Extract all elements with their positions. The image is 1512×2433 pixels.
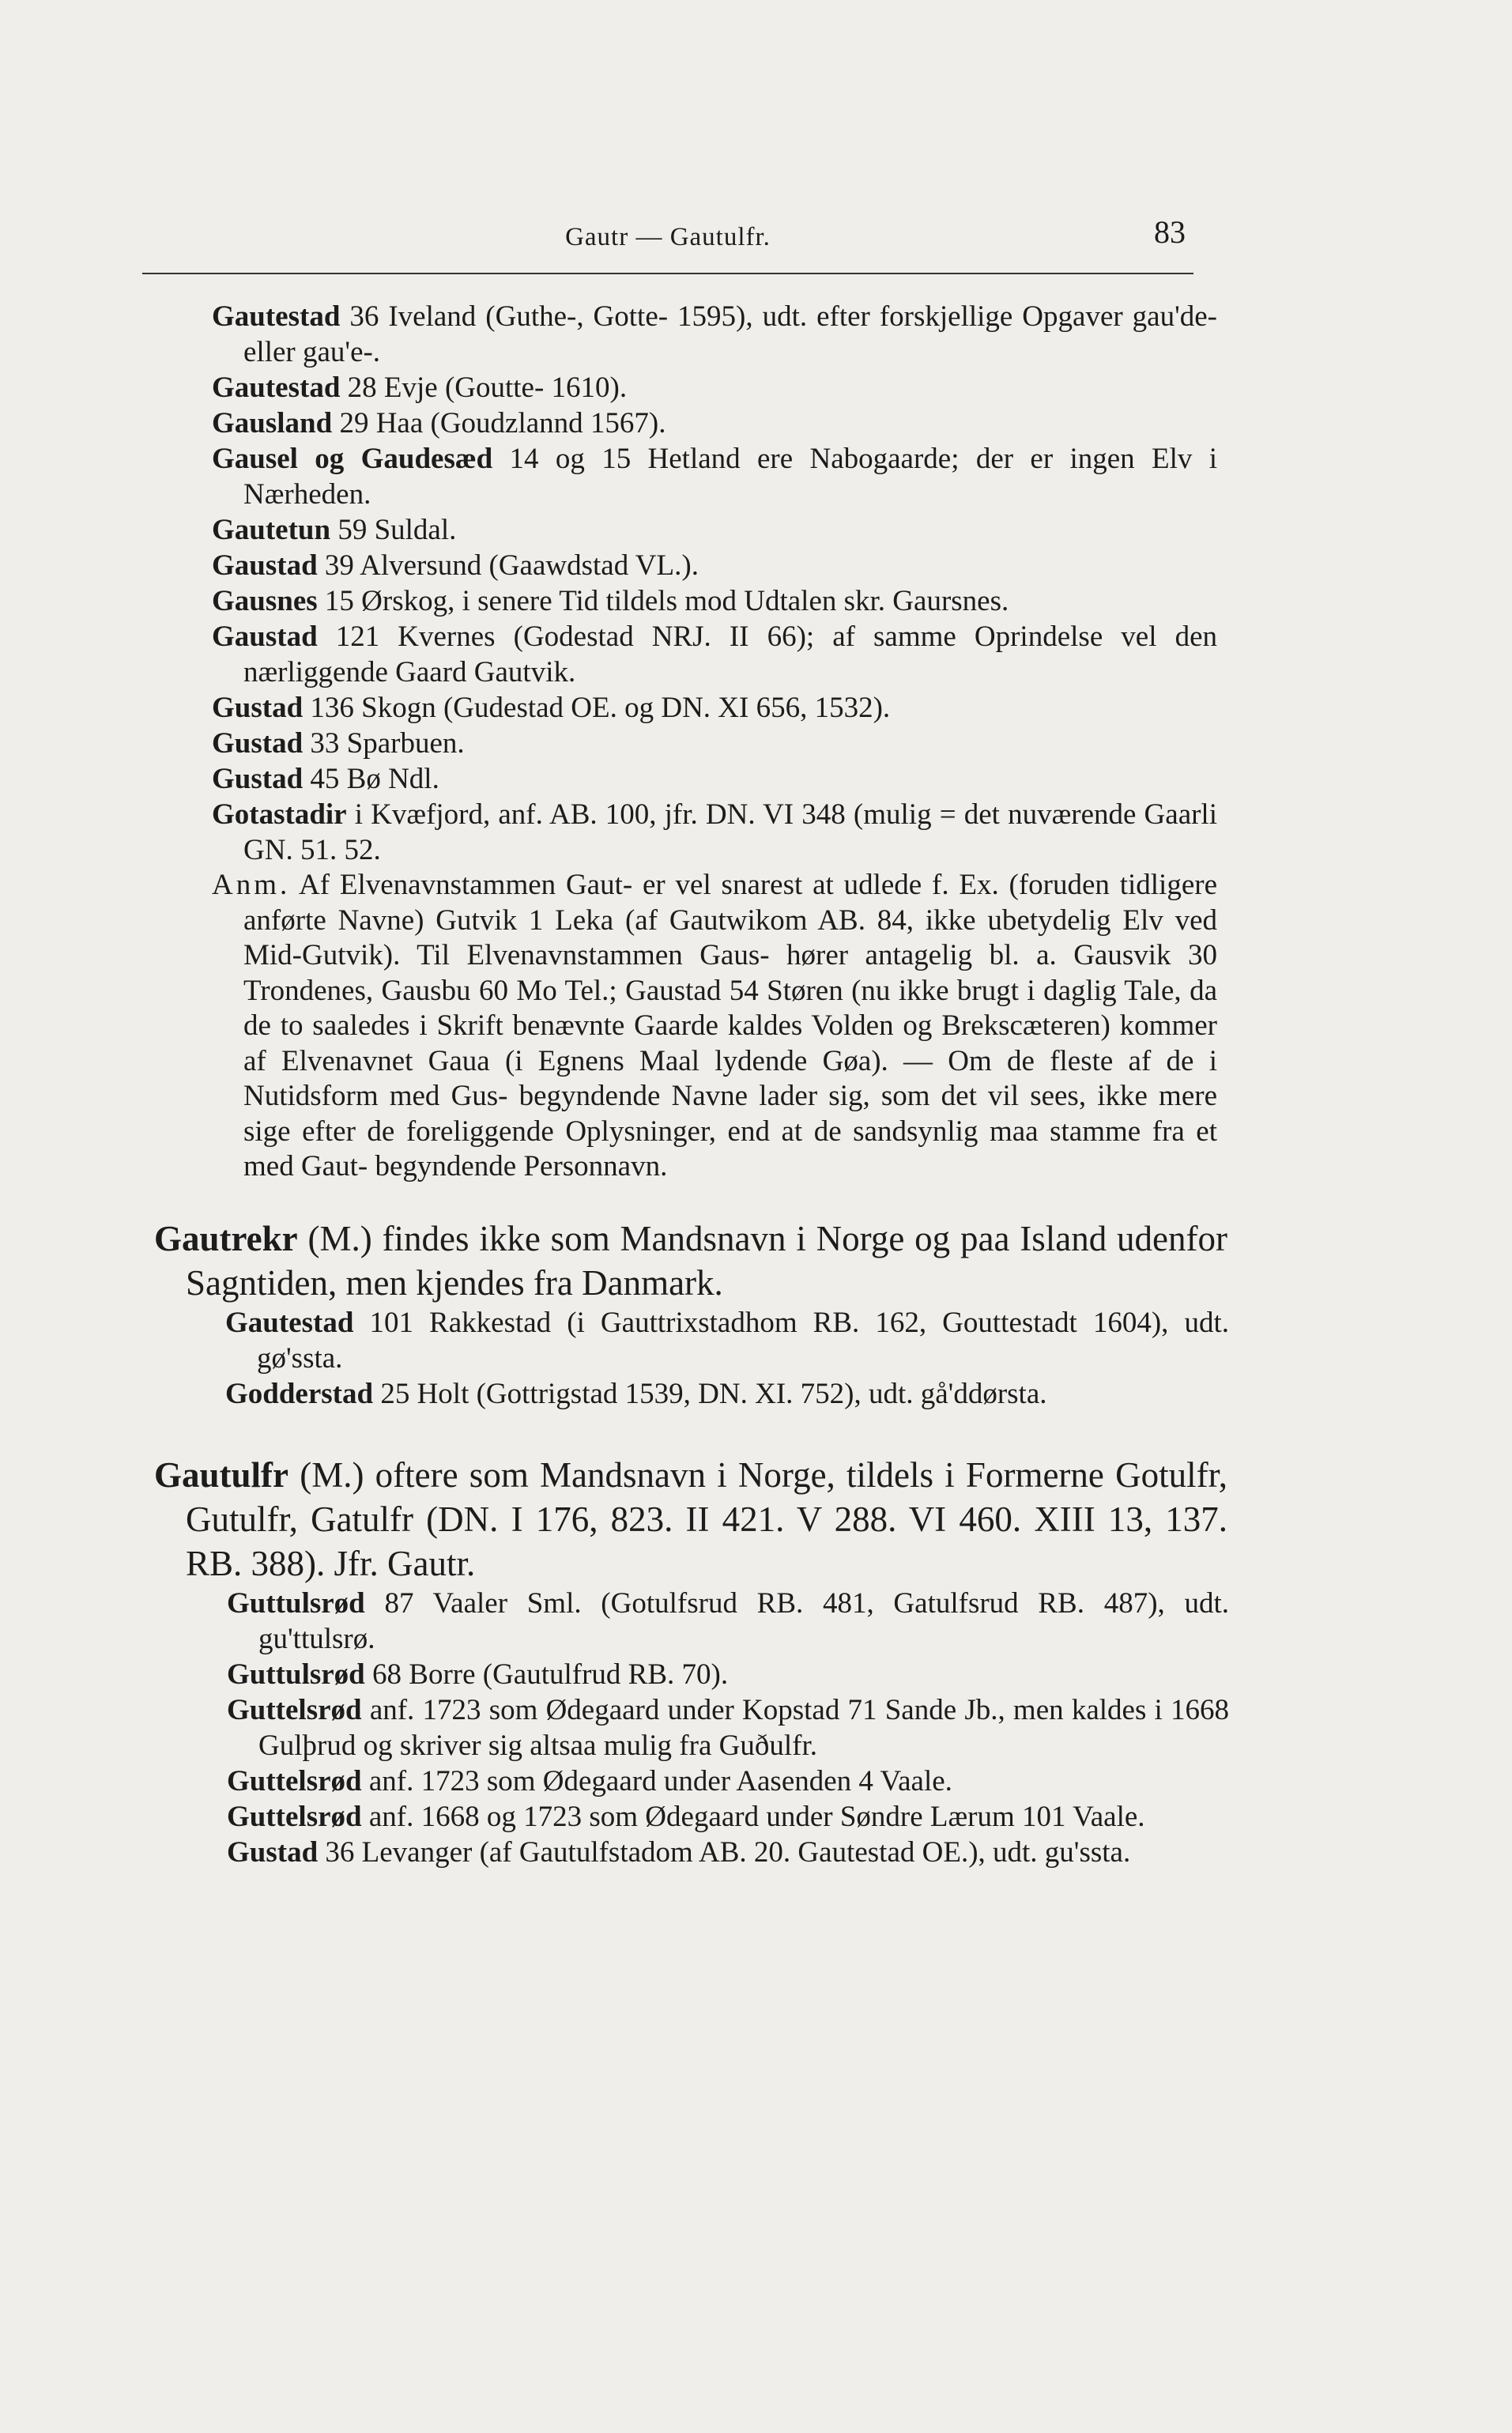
running-header <box>142 213 1193 269</box>
entry: Guttelsrød anf. 1723 som Ødegaard under Aasenden 4 Vaale. <box>227 1764 952 1797</box>
entry: Gautestad 36 Iveland (Guthe-, Gotte- 1595), udt. efter forskjellige Opgaver gau'de- eller gau'e-. <box>212 300 1217 368</box>
section-gautr <box>0 299 1512 1185</box>
entry: Gotastadir i Kvæfjord, anf. AB. 100, jfr. DN. VI 348 (mulig = det nuværende Gaarli GN. 51. 52. <box>212 798 1217 866</box>
header-rule <box>142 273 1193 274</box>
entry: Gausland 29 Haa (Goudzlannd 1567). <box>212 407 666 439</box>
section-heading: Gautulfr (M.) oftere som Mandsnavn i Norge, tildels i Formerne Gotulfr, Gutulfr, Gatulfr (DN. I 176, 823. II 421. V 288. VI 460. XIII 13, 137. RB. 388). Jfr. Gautr. <box>154 1454 1228 1583</box>
entry: Gausel og Gaudesæd 14 og 15 Hetland ere Nabogaarde; der er ingen Elv i Nærheden. <box>212 443 1218 511</box>
annotation-note <box>212 868 1217 1185</box>
entry: Guttulsrød 68 Borre (Gautulfrud RB. 70). <box>227 1658 729 1691</box>
page-number: 83 <box>1154 214 1186 250</box>
entry: Gustad 136 Skogn (Gudestad OE. og DN. XI 656, 1532). <box>212 692 891 724</box>
entry: Gaustad 121 Kvernes (Godestad NRJ. II 66); af samme Oprindelse vel den nærliggende Gaard Gautvik. <box>212 621 1217 688</box>
section-gautulfr <box>0 1453 1512 1870</box>
note-label: Anm. <box>212 869 291 901</box>
entry: Gautestad 28 Evje (Goutte- 1610). <box>212 372 628 404</box>
entry: Guttulsrød 87 Vaaler Sml. (Gotulfsrud RB. 481, Gatulfsrud RB. 487), udt. gu'ttulsrø. <box>227 1586 1229 1655</box>
entry: Gustad 45 Bø Ndl. <box>212 763 439 795</box>
entry: Gautetun 59 Suldal. <box>212 514 457 546</box>
entry: Gautestad 101 Rakkestad (i Gauttrixstadhom RB. 162, Gouttestadt 1604), udt. gø'ssta. <box>225 1306 1230 1375</box>
entry: Godderstad 25 Holt (Gottrigstad 1539, DN. XI. 752), udt. gå'ddørsta. <box>225 1377 1047 1410</box>
section-gautrekr <box>0 1216 1512 1412</box>
entry: Gustad 33 Sparbuen. <box>212 727 465 760</box>
entry: Guttelsrød anf. 1723 som Ødegaard under Kopstad 71 Sande Jb., men kaldes i 1668 Gulþrud og skriver sig altsaa mulig fra Guðulfr. <box>227 1693 1230 1762</box>
section-heading: Gautrekr (M.) findes ikke som Mandsnavn i Norge og paa Island udenfor Sagntiden, men kjendes fra Danmark. <box>154 1218 1227 1303</box>
entry: Gausnes 15 Ørskog, i senere Tid tildels mod Udtalen skr. Gaursnes. <box>212 585 1009 617</box>
entry: Gaustad 39 Alversund (Gaawdstad VL.). <box>212 549 699 582</box>
note-text: Af Elvenavnstammen Gaut- er vel snarest at udlede f. Ex. (foruden tidligere anførte Navne) Gutvik 1 Leka (af Gautwikom AB. 84, ikke ubetydelig Elv ved Mid-Gutvik). Til Elvenavnstammen Gaus- hører antagelig bl. a. Gausvik 30 Trondenes, Gausbu 60 Mo Tel.; Gaustad 54 Støren (nu ikke brugt i daglig Tale, da de to saaledes i Skrift benævnte Gaarde kaldes Volden og Brekscæteren) kommer af Elvenavnet Gaua (i Egnens Maal lydende Gøa). — Om de fleste af de i Nutidsform med Gus- begyndende Navne lader sig, som det vil sees, ikke mere sige efter de foreliggende Oplysninger, end at de sandsynlig maa stamme fra et med Gaut- begyndende Personnavn. <box>243 869 1217 1183</box>
entry: Gustad 36 Levanger (af Gautulfstadom AB. 20. Gautestad OE.), udt. gu'ssta. <box>227 1835 1131 1869</box>
page-body <box>0 299 1512 1870</box>
running-title: Gautr — Gautulfr. <box>565 223 771 251</box>
entry: Guttelsrød anf. 1668 og 1723 som Ødegaard under Søndre Lærum 101 Vaale. <box>227 1800 1145 1833</box>
